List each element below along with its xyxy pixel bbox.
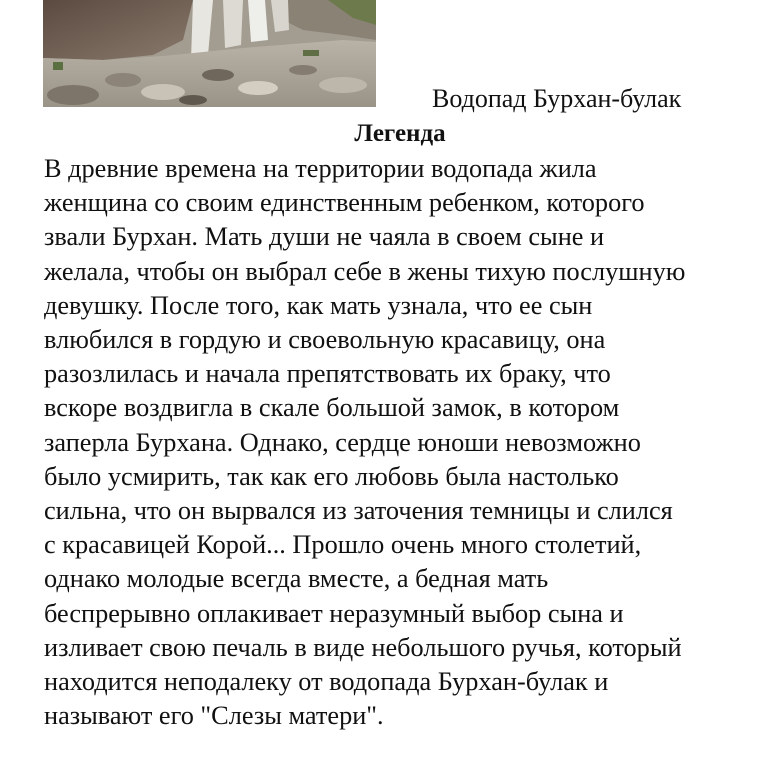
text-line: звали Бурхан. Мать души не чаяла в своем сыне и [44,222,605,252]
text-line: однако молодые всегда вместе, а бедная мать [44,564,549,594]
text-line: вскоре воздвигла в скале большой замок, в котором [44,393,620,423]
text-line: девушку. После того, как мать узнала, что ее сын [44,290,593,320]
text-line: называют его "Слезы матери". [44,701,384,731]
text-line: находится неподалеку от водопада Бурхан-булак и [44,667,609,697]
text-line: разозлилась и начала препятствовать их браку, что [44,359,611,389]
text-line: влюбился в гордую и своевольную красавицу, она [44,325,606,355]
text-line: изливает свою печаль в виде небольшого ручья, который [44,632,682,662]
photo-caption: Водопад Бурхан-булак [432,84,682,113]
text-line: было усмирить, так как его любовь была настолько [44,461,619,491]
text-line: беспрерывно оплакивает неразумный выбор сына и [44,598,624,628]
text-line: с красавицей Корой... Прошло очень много столетий, [44,530,642,560]
waterfall-photo [43,0,376,107]
text-line: заперла Бурхана. Однако, сердце юноши невозможно [44,427,641,457]
text-line: желала, чтобы он выбрал себе в жены тихую послушную [44,256,686,286]
text-line: женщина со своим единственным ребенком, которого [44,188,645,218]
legend-text [44,152,759,733]
text-line: В древние времена на территории водопада жила [44,154,597,183]
legend-heading: Легенда [354,120,446,147]
text-line: сильна, что он вырвался из заточения темницы и слился [44,496,673,526]
